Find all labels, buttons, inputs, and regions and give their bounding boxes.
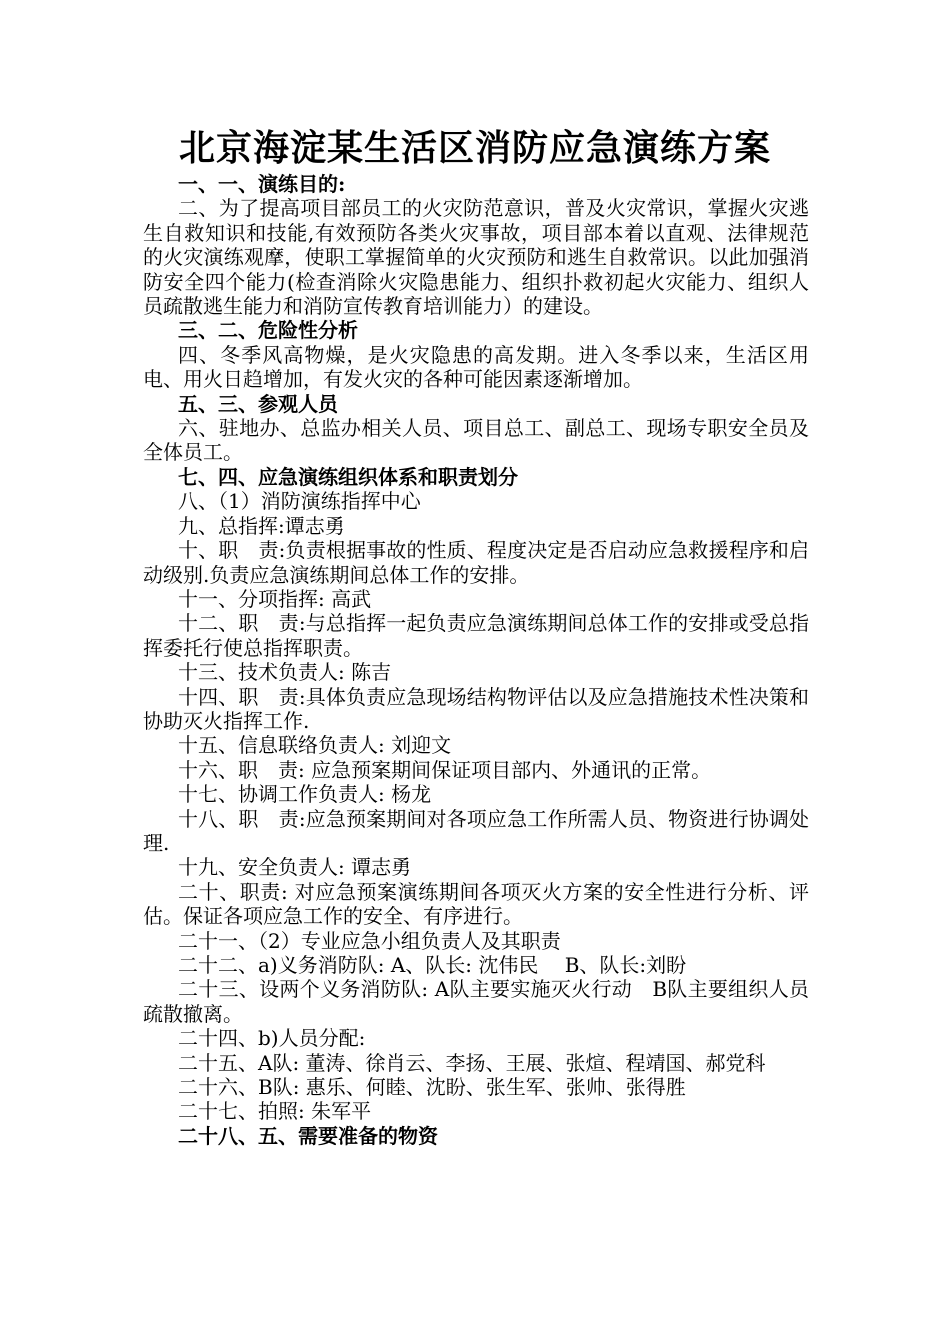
paragraph: 二十四、b)人员分配: <box>178 1026 366 1051</box>
paragraph: 九、总指挥:谭志勇 <box>178 513 345 538</box>
section-heading: 一、一、演练目的: <box>178 172 346 196</box>
paragraph: 十八、职 责:应急预案期间对各项应急工作所需人员、物资进行协调处理. <box>143 806 809 855</box>
paragraph: 十三、技术负责人: 陈吉 <box>178 660 392 685</box>
document-title: 北京海淀某生活区消防应急演练方案 <box>178 127 771 169</box>
paragraph: 十一、分项指挥: 高武 <box>178 586 372 611</box>
paragraph: 二十七、拍照: 朱军平 <box>178 1099 372 1124</box>
paragraph: 八、（1）消防演练指挥中心 <box>178 489 421 514</box>
paragraph: 二十三、设两个义务消防队: A队主要实施灭火行动 B队主要组织人员疏散撤离。 <box>143 977 809 1026</box>
paragraph: 十二、职 责:与总指挥一起负责应急演练期间总体工作的安排或受总指挥委托行使总指挥职责。 <box>143 611 809 660</box>
paragraph: 二十五、A队: 董涛、徐肖云、李扬、王展、张煊、程靖国、郝党科 <box>178 1050 766 1075</box>
section-heading: 七、四、应急演练组织体系和职责划分 <box>178 464 518 489</box>
paragraph: 四、冬季风高物燥，是火灾隐患的高发期。进入冬季以来，生活区用电、用火日趋增加，有发火灾的各种可能因素逐渐增加。 <box>143 342 809 392</box>
paragraph: 十四、职 责:具体负责应急现场结构物评估以及应急措施技术性决策和协助灭火指挥工作. <box>143 684 809 733</box>
paragraph: 二十、职责: 对应急预案演练期间各项灭火方案的安全性进行分析、评估。保证各项应急工作的安全、有序进行。 <box>143 879 809 929</box>
paragraph: 十、职 责:负责根据事故的性质、程度决定是否启动应急救援程序和启动级别.负责应急演练期间总体工作的安排。 <box>143 538 809 587</box>
paragraph: 二十二、a)义务消防队: A、队长: 沈伟民 B、队长:刘盼 <box>178 953 687 977</box>
section-heading: 三、二、危险性分析 <box>178 318 358 343</box>
section-heading: 五、三、参观人员 <box>178 391 338 416</box>
paragraph: 二十一、（2）专业应急小组负责人及其职责 <box>178 928 561 953</box>
paragraph: 二十六、B队: 惠乐、何睦、沈盼、张生军、张帅、张得胜 <box>178 1075 686 1100</box>
paragraph: 二、为了提高项目部员工的火灾防范意识，普及火灾常识，掌握火灾逃生自救知识和技能,有效预防各类火灾事故，项目部本着以直观、法律规范的火灾演练观摩，使职工掌握简单的火灾预防和逃生自救常识。以此加强消防安全四个能力(检查消除火灾隐患能力、组织扑救初起火灾能力、组织人员疏散逃生能力和消防宣传教育培训能力）的建设。 <box>143 196 809 319</box>
paragraph: 六、驻地办、总监办相关人员、项目总工、副总工、现场专职安全员及全体员工。 <box>143 416 809 465</box>
paragraph: 十九、安全负责人: 谭志勇 <box>178 855 412 880</box>
paragraph: 十五、信息联络负责人: 刘迎文 <box>178 733 452 758</box>
paragraph: 十六、职 责: 应急预案期间保证项目部内、外通讯的正常。 <box>178 757 712 782</box>
section-heading: 二十八、五、需要准备的物资 <box>178 1123 438 1148</box>
paragraph: 十七、协调工作负责人: 杨龙 <box>178 782 432 807</box>
document-body <box>143 172 809 1148</box>
